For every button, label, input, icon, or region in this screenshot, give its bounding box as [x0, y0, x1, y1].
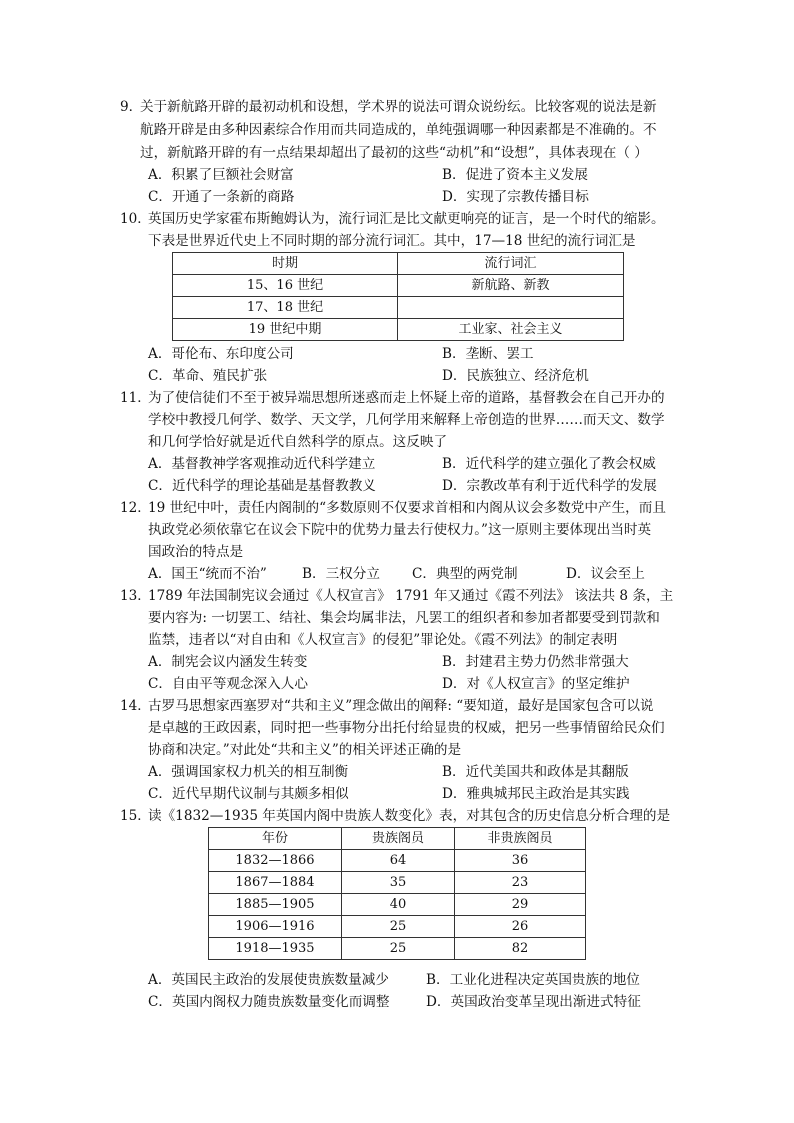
question-stem-line: 执政党必须依靠它在议会下院中的优势力量去行使权力。”这一原则主要体现出当时英 — [148, 522, 652, 538]
table-cell: 40 — [342, 894, 455, 916]
table-cell: 26 — [455, 916, 586, 938]
table-row — [173, 319, 624, 341]
table-cell: 29 — [455, 894, 586, 916]
question-stem-line: 是卓越的王政因素，同时把一些事物分出托付给显贵的权威，把另一些事情留给民众们 — [148, 720, 665, 736]
question-stem-line: 要内容为: 一切罢工、结社、集会均属非法，凡罢工的组织者和参加者都要受到罚款和 — [148, 610, 660, 626]
option-d: D．议会至上 — [566, 566, 645, 582]
table-row — [209, 872, 586, 894]
table-row — [173, 297, 624, 319]
option-d: D．雅典城邦民主政治是其实践 — [442, 786, 630, 802]
option-c: C．开通了一条新的商路 — [148, 189, 295, 205]
option-c: C．自由平等观念深入人心 — [148, 676, 308, 692]
option-a: A．制宪会议内涵发生转变 — [148, 654, 308, 670]
question-number: 10． — [120, 211, 151, 227]
question-number: 9． — [120, 99, 143, 115]
table-cell: 1832—1866 — [209, 850, 342, 872]
question-stem-line: 航路开辟是由多种因素综合作用而共同造成的，单纯强调哪一种因素都是不准确的。不 — [140, 122, 657, 138]
option-a: A．哥伦布、东印度公司 — [148, 346, 294, 362]
question-stem-line: 过，新航路开辟的有一点结果却超出了最初的这些“动机”和“设想”，具体表现在（ ） — [140, 145, 648, 161]
option-a: A．英国民主政治的发展使贵族数量减少 — [148, 972, 389, 988]
option-c: C．近代早期代议制与其颇多相似 — [148, 786, 349, 802]
question-stem-line: 19 世纪中叶，责任内阁制的“多数原则不仅要求首相和内阁从议会多数党中产生，而且 — [148, 500, 666, 516]
option-d: D．民族独立、经济危机 — [442, 368, 589, 384]
question-stem-line: 英国历史学家霍布斯鲍姆认为，流行词汇是比文献更响亮的证言，是一个时代的缩影。 — [148, 211, 665, 227]
table-cell: 17、18 世纪 — [173, 297, 398, 319]
table-cell: 工业家、社会主义 — [398, 319, 624, 341]
option-b: B．封建君主势力仍然非常强大 — [442, 654, 629, 670]
question-stem-line: 学校中教授几何学、数学、天文学，几何学用来解释上帝创造的世界……而天文、数学 — [148, 412, 665, 428]
table-cell: 23 — [455, 872, 586, 894]
table-cell: 25 — [342, 938, 455, 960]
question-stem-line: 国政治的特点是 — [148, 544, 244, 560]
vocabulary-table — [172, 252, 624, 341]
nobility-table — [208, 827, 586, 960]
table-row — [209, 894, 586, 916]
question-stem-line: 古罗马思想家西塞罗对“共和主义”理念做出的阐释: “要知道，最好是国家包含可以说 — [148, 698, 654, 714]
table-cell: 35 — [342, 872, 455, 894]
table-cell: 1885—1905 — [209, 894, 342, 916]
option-a: A．基督教神学客观推动近代科学建立 — [148, 456, 376, 472]
option-b: B．促进了资本主义发展 — [442, 167, 588, 183]
table-row — [209, 938, 586, 960]
option-c: C．革命、殖民扩张 — [148, 368, 268, 384]
table-header-cell: 年份 — [209, 828, 342, 850]
table-row — [173, 275, 624, 297]
question-number: 14． — [120, 698, 151, 714]
table-cell: 1867—1884 — [209, 872, 342, 894]
option-b: B．近代美国共和政体是其翻版 — [442, 764, 629, 780]
table-header-cell: 非贵族阁员 — [455, 828, 586, 850]
table-cell: 82 — [455, 938, 586, 960]
question-stem-line: 下表是世界近代史上不同时期的部分流行词汇。其中，17—18 世纪的流行词汇是 — [148, 233, 636, 249]
table-cell: 1906—1916 — [209, 916, 342, 938]
question-stem-line: 协商和决定。”对此处“共和主义”的相关评述正确的是 — [148, 742, 462, 758]
option-b: B．工业化进程决定英国贵族的地位 — [426, 972, 640, 988]
question-number: 11． — [120, 390, 151, 406]
question-stem-line: 监禁，违者以“对自由和《人权宣言》的侵犯”罪论处。《霞不列法》的制定表明 — [148, 632, 618, 648]
option-a: A．积累了巨额社会财富 — [148, 167, 294, 183]
option-d: D．实现了宗教传播目标 — [442, 189, 589, 205]
option-a: A．国王“统而不治” — [148, 566, 267, 582]
option-b: B．垄断、罢工 — [442, 346, 534, 362]
option-d: D．宗教改革有利于近代科学的发展 — [442, 478, 657, 494]
question-number: 15． — [120, 808, 151, 824]
question-stem-line: 和几何学恰好就是近代自然科学的原点。这反映了 — [148, 434, 448, 450]
table-cell — [398, 297, 624, 319]
table-header-cell: 贵族阁员 — [342, 828, 455, 850]
question-stem-line: 为了使信徒们不至于被异端思想所迷惑而走上怀疑上帝的道路，基督教会在自己开办的 — [148, 390, 665, 406]
table-cell: 36 — [455, 850, 586, 872]
option-a: A．强调国家权力机关的相互制衡 — [148, 764, 349, 780]
question-stem-line: 关于新航路开辟的最初动机和设想，学术界的说法可谓众说纷纭。比较客观的说法是新 — [140, 99, 657, 115]
table-header-cell: 时期 — [173, 253, 398, 275]
table-header-row — [173, 253, 624, 275]
table-cell: 64 — [342, 850, 455, 872]
table-cell: 25 — [342, 916, 455, 938]
option-d: D．英国政治变革呈现出渐进式特征 — [426, 994, 641, 1010]
question-number: 13． — [120, 588, 151, 604]
table-cell: 15、16 世纪 — [173, 275, 398, 297]
option-b: B．近代科学的建立强化了教会权威 — [442, 456, 656, 472]
table-row — [209, 916, 586, 938]
table-row — [209, 850, 586, 872]
table-header-cell: 流行词汇 — [398, 253, 624, 275]
question-stem-line: 读《1832—1935 年英国内阁中贵族人数变化》表，对其包含的历史信息分析合理的是 — [148, 808, 671, 824]
question-stem-line: 1789 年法国制宪议会通过《人权宣言》 1791 年又通过《霞不列法》 该法共 8 条，主 — [148, 588, 674, 604]
table-cell: 1918—1935 — [209, 938, 342, 960]
option-d: D．对《人权宣言》的坚定维护 — [442, 676, 630, 692]
option-b: B．三权分立 — [302, 566, 380, 582]
option-c: C．近代科学的理论基础是基督教教义 — [148, 478, 376, 494]
table-cell: 新航路、新教 — [398, 275, 624, 297]
option-c: C．典型的两党制 — [412, 566, 518, 582]
option-c: C．英国内阁权力随贵族数量变化而调整 — [148, 994, 390, 1010]
table-header-row — [209, 828, 586, 850]
question-number: 12． — [120, 500, 151, 516]
table-cell: 19 世纪中期 — [173, 319, 398, 341]
